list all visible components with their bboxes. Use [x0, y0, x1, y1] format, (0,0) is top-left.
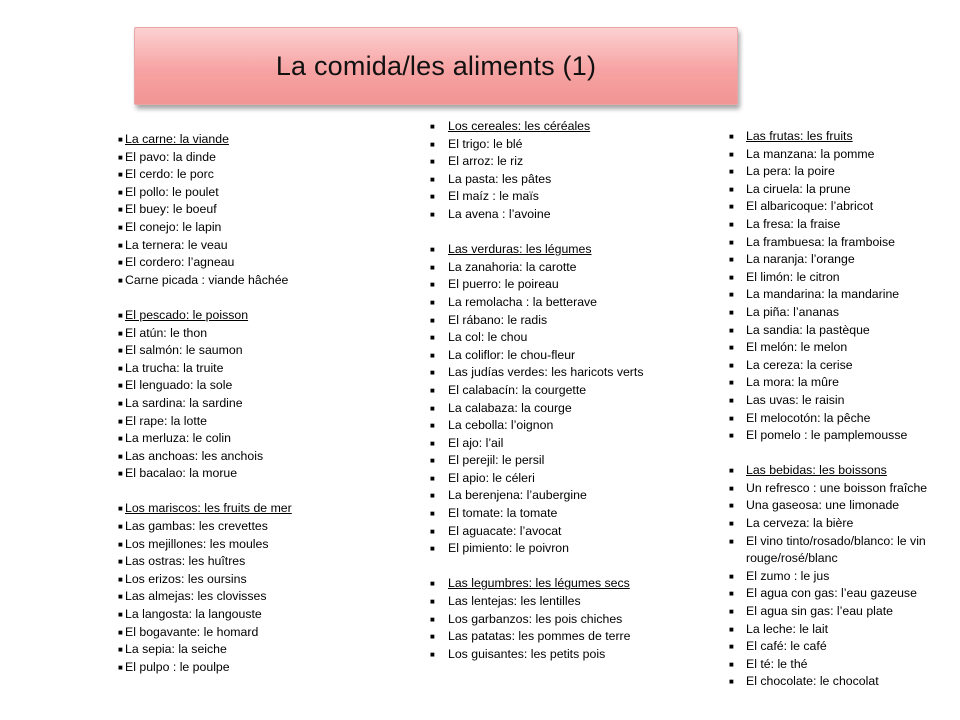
vocab-item-text: El limón: le citron — [746, 269, 840, 284]
vocab-item — [430, 470, 670, 488]
bullet-icon: ■ — [430, 614, 435, 624]
vocab-item-text: El rábano: le radis — [448, 312, 548, 327]
section-heading — [729, 128, 959, 146]
vocab-item — [430, 136, 670, 154]
vocab-item — [729, 656, 959, 674]
vocab-item-text: El agua con gas: l’eau gazeuse — [746, 586, 917, 601]
vocab-item — [430, 487, 670, 505]
vocab-item — [118, 413, 318, 431]
bullet-icon: ■ — [118, 310, 123, 320]
vocab-item — [118, 395, 318, 413]
bullet-icon: ■ — [118, 522, 123, 532]
vocab-section — [430, 575, 670, 663]
bullet-icon: ■ — [729, 677, 734, 687]
vocab-item — [118, 465, 318, 483]
vocab-item — [118, 624, 318, 642]
vocab-item-text: La zanahoria: la carotte — [448, 259, 577, 274]
vocab-item — [430, 646, 670, 664]
vocab-item — [118, 659, 318, 677]
bullet-icon: ■ — [729, 466, 734, 476]
vocab-item — [430, 276, 670, 294]
bullet-icon: ■ — [430, 315, 435, 325]
vocab-item-text: El pavo: la dinde — [125, 149, 216, 164]
page-title: La comida/les aliments (1) — [275, 50, 597, 81]
vocab-item-text: El salmón: le saumon — [125, 343, 243, 358]
vocab-item — [729, 603, 959, 621]
vocab-item-text: El atún: le thon — [125, 325, 208, 340]
vocab-item — [729, 638, 959, 656]
vocab-item-text: Las uvas: le raisin — [746, 392, 845, 407]
vocab-item-text: El chocolate: le chocolat — [746, 674, 879, 689]
vocab-item-text: La remolacha : la betterave — [448, 294, 598, 309]
vocab-item-text: La berenjena: l’aubergine — [448, 488, 587, 503]
bullet-icon: ■ — [430, 491, 435, 501]
vocab-item-text: La mora: la mûre — [746, 375, 839, 390]
bullet-icon: ■ — [118, 222, 123, 232]
vocab-item — [729, 357, 959, 375]
vocab-item — [118, 272, 318, 290]
vocab-item-text: Los garbanzos: les pois chiches — [448, 611, 623, 626]
vocab-item — [729, 427, 959, 445]
vocab-item — [430, 347, 670, 365]
bullet-icon: ■ — [118, 381, 123, 391]
vocab-item-text: La sardina: la sardine — [125, 395, 243, 410]
vocab-item-text: El buey: le boeuf — [125, 202, 217, 217]
vocab-item — [430, 382, 670, 400]
vocab-item — [430, 593, 670, 611]
section-spacer — [118, 289, 318, 307]
bullet-icon: ■ — [729, 167, 734, 177]
vocab-item — [430, 259, 670, 277]
vocab-item — [118, 448, 318, 466]
section-heading — [729, 462, 959, 480]
vocab-item — [729, 286, 959, 304]
bullet-icon: ■ — [118, 610, 123, 620]
vocab-item-text: El cordero: l’agneau — [125, 255, 235, 270]
vocab-item-text: La cerveza: la bière — [746, 516, 854, 531]
vocab-item — [118, 588, 318, 606]
bullet-icon: ■ — [430, 157, 435, 167]
bullet-icon: ■ — [430, 297, 435, 307]
vocab-item — [118, 219, 318, 237]
vocab-item — [118, 430, 318, 448]
vocab-item — [118, 553, 318, 571]
bullet-icon: ■ — [430, 280, 435, 290]
bullet-icon: ■ — [729, 589, 734, 599]
vocab-item — [430, 312, 670, 330]
bullet-icon: ■ — [729, 149, 734, 159]
vocab-section — [118, 307, 318, 483]
vocab-item-text: El apio: le céleri — [448, 470, 535, 485]
bullet-icon: ■ — [118, 258, 123, 268]
vocab-item — [118, 360, 318, 378]
vocab-item — [729, 480, 959, 498]
vocab-item — [118, 518, 318, 536]
vocab-item-text: El conejo: le lapin — [125, 219, 222, 234]
vocab-item — [430, 505, 670, 523]
vocab-item-text: La leche: le lait — [746, 621, 829, 636]
bullet-icon: ■ — [729, 642, 734, 652]
vocab-item — [430, 611, 670, 629]
vocab-section — [118, 500, 318, 676]
vocab-item — [118, 377, 318, 395]
column-meat-fish-seafood — [118, 131, 318, 676]
vocab-item — [118, 325, 318, 343]
vocab-item-text: El maíz : le maïs — [448, 189, 539, 204]
section-heading-text: Los mariscos: les fruits de mer — [125, 501, 292, 516]
bullet-icon: ■ — [118, 346, 123, 356]
vocab-item — [118, 571, 318, 589]
vocab-item — [118, 641, 318, 659]
bullet-icon: ■ — [430, 421, 435, 431]
vocab-item — [430, 540, 670, 558]
vocab-item — [430, 435, 670, 453]
bullet-icon: ■ — [118, 539, 123, 549]
bullet-icon: ■ — [729, 360, 734, 370]
vocab-item-text: El pimiento: le poivron — [448, 541, 569, 556]
bullet-icon: ■ — [430, 262, 435, 272]
vocab-item-text: La fresa: la fraise — [746, 216, 841, 231]
bullet-icon: ■ — [430, 385, 435, 395]
vocab-item — [430, 188, 670, 206]
vocab-section — [729, 462, 959, 691]
vocab-item — [118, 237, 318, 255]
bullet-icon: ■ — [729, 325, 734, 335]
vocab-item-text: El vino tinto/rosado/blanco: le vin rouge/rosé/blanc — [746, 533, 926, 566]
bullet-icon: ■ — [118, 135, 123, 144]
bullet-icon: ■ — [430, 209, 435, 219]
vocab-item-text: El zumo : le jus — [746, 568, 830, 583]
vocab-item — [430, 294, 670, 312]
bullet-icon: ■ — [118, 398, 123, 408]
vocab-item-text: El calabacín: la courgette — [448, 382, 587, 397]
vocab-item-text: El melón: le melon — [746, 340, 848, 355]
bullet-icon: ■ — [118, 557, 123, 567]
vocab-item — [118, 536, 318, 554]
vocab-item — [430, 171, 670, 189]
vocab-item — [729, 339, 959, 357]
vocab-section — [430, 241, 670, 558]
section-heading-text: La carne: la viande — [125, 132, 229, 146]
bullet-icon: ■ — [430, 245, 435, 255]
bullet-icon: ■ — [430, 192, 435, 202]
vocab-item — [430, 417, 670, 435]
section-spacer — [430, 224, 670, 242]
bullet-icon: ■ — [430, 174, 435, 184]
vocab-item-text: Las judías verdes: les haricots verts — [448, 365, 644, 380]
vocab-item-text: Las gambas: les crevettes — [125, 519, 268, 534]
vocab-item — [118, 149, 318, 167]
bullet-icon: ■ — [118, 328, 123, 338]
section-heading-text: Las bebidas: les boissons — [746, 463, 887, 478]
vocab-item-text: La ternera: le veau — [125, 237, 228, 252]
bullet-icon: ■ — [118, 627, 123, 637]
vocab-item-text: El pomelo : le pamplemousse — [746, 428, 908, 443]
vocab-item-text: La trucha: la truite — [125, 360, 224, 375]
vocab-item-text: El café: le café — [746, 639, 827, 654]
vocab-item — [729, 515, 959, 533]
bullet-icon: ■ — [430, 579, 435, 589]
vocab-item-text: La avena : l’avoine — [448, 206, 551, 221]
vocab-item-text: Las lentejas: les lentilles — [448, 594, 581, 609]
bullet-icon: ■ — [729, 272, 734, 282]
vocab-item-text: La ciruela: la prune — [746, 181, 851, 196]
vocab-item-text: El bogavante: le homard — [125, 624, 259, 639]
vocab-item-text: Carne picada : viande hâchée — [125, 272, 289, 287]
bullet-icon: ■ — [118, 152, 123, 162]
bullet-icon: ■ — [729, 343, 734, 353]
vocab-item-text: Un refresco : une boisson fraîche — [746, 480, 928, 495]
vocab-item — [430, 523, 670, 541]
bullet-icon: ■ — [729, 184, 734, 194]
bullet-icon: ■ — [118, 205, 123, 215]
vocab-item-text: El té: le thé — [746, 656, 808, 671]
vocab-item — [118, 166, 318, 184]
vocab-item — [729, 673, 959, 691]
section-heading — [430, 241, 670, 259]
bullet-icon: ■ — [729, 378, 734, 388]
bullet-icon: ■ — [118, 275, 123, 285]
bullet-icon: ■ — [729, 307, 734, 317]
vocab-item — [729, 304, 959, 322]
vocab-section — [729, 128, 959, 445]
vocab-item — [430, 400, 670, 418]
vocab-item-text: La coliflor: le chou-fleur — [448, 347, 576, 362]
section-heading — [118, 131, 318, 149]
vocab-item-text: El cerdo: le porc — [125, 167, 214, 182]
bullet-icon: ■ — [118, 240, 123, 250]
bullet-icon: ■ — [430, 632, 435, 642]
vocab-item-text: Las patatas: les pommes de terre — [448, 629, 631, 644]
vocab-item — [430, 153, 670, 171]
vocab-item-text: Una gaseosa: une limonade — [746, 498, 900, 513]
vocab-section — [430, 118, 670, 224]
vocab-item-text: La mandarina: la mandarine — [746, 287, 900, 302]
vocab-item — [729, 497, 959, 515]
section-heading — [118, 307, 318, 325]
vocab-item — [729, 533, 959, 568]
bullet-icon: ■ — [118, 363, 123, 373]
section-heading — [118, 500, 318, 518]
bullet-icon: ■ — [430, 473, 435, 483]
vocab-item-text: El puerro: le poireau — [448, 277, 559, 292]
vocab-item — [729, 322, 959, 340]
vocab-item-text: La cereza: la cerise — [746, 357, 853, 372]
bullet-icon: ■ — [729, 571, 734, 581]
bullet-icon: ■ — [430, 139, 435, 149]
vocab-item-text: Los erizos: les oursins — [125, 571, 247, 586]
vocab-item-text: La calabaza: la courge — [448, 400, 572, 415]
vocab-item-text: El aguacate: l’avocat — [448, 523, 562, 538]
vocab-item — [729, 410, 959, 428]
bullet-icon: ■ — [729, 659, 734, 669]
vocab-item-text: El bacalao: la morue — [125, 466, 238, 481]
vocab-item — [729, 392, 959, 410]
vocab-item — [729, 216, 959, 234]
vocab-item — [729, 621, 959, 639]
bullet-icon: ■ — [118, 592, 123, 602]
bullet-icon: ■ — [118, 504, 123, 514]
bullet-icon: ■ — [430, 597, 435, 607]
title-banner — [134, 27, 738, 105]
vocab-item — [430, 329, 670, 347]
vocab-item-text: La langosta: la langouste — [125, 607, 262, 622]
bullet-icon: ■ — [118, 451, 123, 461]
section-heading-text: Los cereales: les céréales — [448, 119, 591, 133]
vocab-section — [118, 131, 318, 289]
bullet-icon: ■ — [729, 431, 734, 441]
vocab-item-text: La sepia: la seiche — [125, 642, 227, 657]
vocab-item — [430, 206, 670, 224]
vocab-item — [729, 181, 959, 199]
bullet-icon: ■ — [729, 132, 734, 141]
vocab-item — [729, 269, 959, 287]
bullet-icon: ■ — [729, 219, 734, 229]
vocab-item-text: La cebolla: l’oignon — [448, 418, 554, 433]
vocab-item-text: El tomate: la tomate — [448, 506, 558, 521]
vocab-item — [729, 234, 959, 252]
vocab-item-text: La frambuesa: la framboise — [746, 234, 896, 249]
bullet-icon: ■ — [729, 624, 734, 634]
vocab-item — [729, 585, 959, 603]
vocab-item — [729, 146, 959, 164]
bullet-icon: ■ — [430, 526, 435, 536]
bullet-icon: ■ — [118, 645, 123, 655]
vocab-item-text: Las anchoas: les anchois — [125, 448, 264, 463]
bullet-icon: ■ — [118, 662, 123, 672]
vocab-item-text: El rape: la lotte — [125, 413, 208, 428]
vocab-item — [430, 364, 670, 382]
bullet-icon: ■ — [430, 456, 435, 466]
bullet-icon: ■ — [729, 413, 734, 423]
bullet-icon: ■ — [430, 509, 435, 519]
vocab-item — [729, 163, 959, 181]
vocab-item-text: La naranja: l’orange — [746, 252, 855, 267]
vocab-item-text: El albaricoque: l’abricot — [746, 199, 874, 214]
bullet-icon: ■ — [430, 544, 435, 554]
vocab-item-text: El agua sin gas: l’eau plate — [746, 604, 893, 619]
vocab-item — [729, 568, 959, 586]
bullet-icon: ■ — [118, 170, 123, 180]
section-heading-text: Las verduras: les légumes — [448, 242, 592, 257]
bullet-icon: ■ — [118, 416, 123, 426]
section-spacer — [118, 483, 318, 501]
bullet-icon: ■ — [430, 403, 435, 413]
vocab-item — [118, 184, 318, 202]
vocab-item-text: Las ostras: les huîtres — [125, 554, 246, 569]
bullet-icon: ■ — [729, 501, 734, 511]
section-spacer — [430, 558, 670, 576]
bullet-icon: ■ — [729, 395, 734, 405]
vocab-item — [430, 628, 670, 646]
vocab-item-text: El melocotón: la pêche — [746, 410, 871, 425]
vocab-item-text: El lenguado: la sole — [125, 378, 233, 393]
bullet-icon: ■ — [118, 469, 123, 479]
bullet-icon: ■ — [430, 333, 435, 343]
column-cereals-vegetables-legumes — [430, 118, 670, 663]
vocab-item-text: El arroz: le riz — [448, 154, 524, 169]
bullet-icon: ■ — [729, 237, 734, 247]
bullet-icon: ■ — [729, 255, 734, 265]
bullet-icon: ■ — [729, 202, 734, 212]
vocab-item — [430, 452, 670, 470]
vocab-item-text: La pera: la poire — [746, 164, 835, 179]
bullet-icon: ■ — [729, 536, 734, 546]
bullet-icon: ■ — [430, 438, 435, 448]
vocab-item — [729, 251, 959, 269]
bullet-icon: ■ — [118, 187, 123, 197]
column-fruits-drinks — [729, 128, 959, 691]
vocab-item-text: Las almejas: les clovisses — [125, 589, 267, 604]
bullet-icon: ■ — [430, 122, 435, 131]
bullet-icon: ■ — [729, 483, 734, 493]
vocab-item — [729, 374, 959, 392]
section-heading — [430, 118, 670, 136]
vocab-item-text: El pollo: le poulet — [125, 184, 219, 199]
vocab-item — [729, 198, 959, 216]
bullet-icon: ■ — [729, 607, 734, 617]
section-spacer — [729, 445, 959, 463]
bullet-icon: ■ — [729, 290, 734, 300]
vocab-item — [118, 201, 318, 219]
vocab-item-text: La sandia: la pastèque — [746, 322, 870, 337]
vocab-item-text: La col: le chou — [448, 330, 528, 345]
bullet-icon: ■ — [118, 434, 123, 444]
section-heading-text: Las frutas: les fruits — [746, 129, 853, 143]
vocab-item-text: El ajo: l’ail — [448, 435, 504, 450]
vocab-item-text: El trigo: le blé — [448, 136, 523, 151]
vocab-item-text: El pulpo : le poulpe — [125, 659, 230, 674]
vocab-item-text: El perejil: le persil — [448, 453, 545, 468]
vocab-item — [118, 606, 318, 624]
vocab-item — [118, 342, 318, 360]
bullet-icon: ■ — [729, 519, 734, 529]
bullet-icon: ■ — [430, 350, 435, 360]
bullet-icon: ■ — [430, 649, 435, 659]
vocab-item-text: La merluza: le colin — [125, 431, 231, 446]
section-heading-text: El pescado: le poisson — [125, 307, 249, 322]
section-heading — [430, 575, 670, 593]
vocab-item-text: Los mejillones: les moules — [125, 536, 269, 551]
vocab-item — [118, 254, 318, 272]
vocab-item-text: La piña: l’ananas — [746, 304, 839, 319]
bullet-icon: ■ — [118, 574, 123, 584]
vocab-item-text: La manzana: la pomme — [746, 146, 875, 161]
section-heading-text: Las legumbres: les légumes secs — [448, 576, 630, 591]
bullet-icon: ■ — [430, 368, 435, 378]
vocab-item-text: Los guisantes: les petits pois — [448, 646, 606, 661]
vocab-item-text: La pasta: les pâtes — [448, 171, 552, 186]
